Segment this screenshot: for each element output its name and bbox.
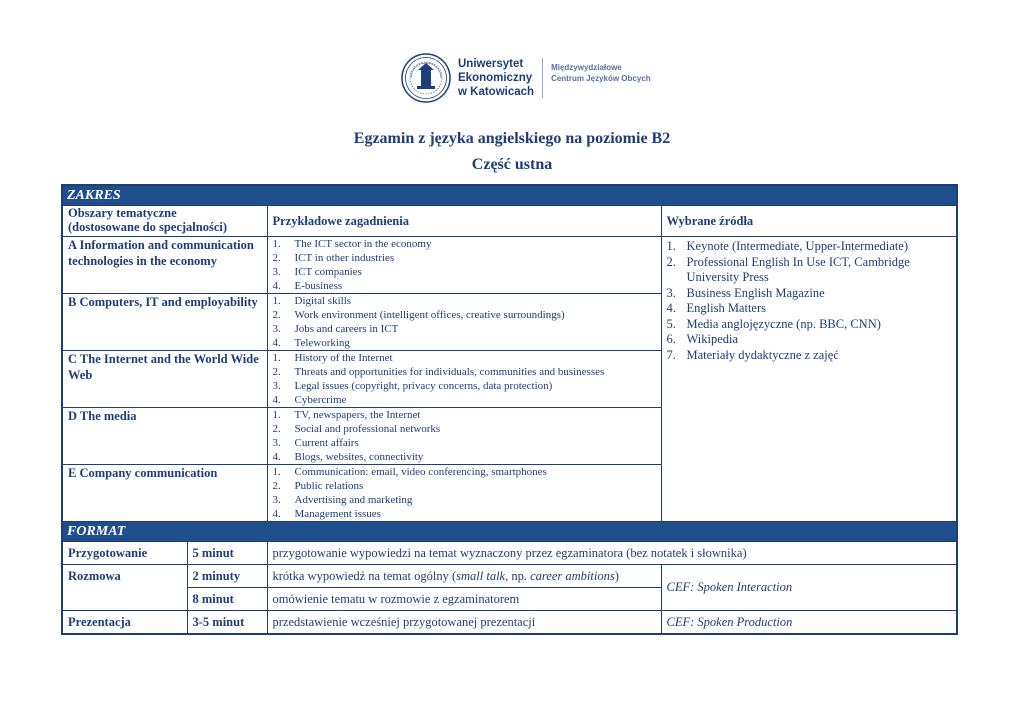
issue-text: Blogs, websites, connectivity (294, 451, 424, 463)
issue-number: 4. (272, 451, 281, 463)
issue-text: ICT companies (294, 266, 362, 278)
issue-item (273, 308, 656, 322)
issue-item (273, 237, 656, 251)
source-item (667, 301, 952, 317)
issue-text: Current affairs (294, 437, 359, 449)
issue-text: Social and professional networks (294, 423, 441, 435)
issue-text: TV, newspapers, the Internet (294, 409, 421, 421)
issue-text: Public relations (294, 480, 364, 492)
col-topic-areas-header (62, 206, 267, 237)
issue-number: 3. (272, 266, 281, 278)
issue-number: 1. (272, 409, 281, 421)
source-item (667, 286, 952, 302)
issue-text: Threats and opportunities for individuals, communities and businesses (294, 366, 605, 378)
format-stage-label: Przygotowanie (62, 542, 187, 565)
issue-text: Jobs and careers in ICT (294, 323, 399, 335)
issue-item (273, 365, 656, 379)
issues-list (273, 408, 656, 464)
format-stage-label: Rozmowa (62, 565, 187, 611)
format-stage-description: przedstawienie wcześniej przygotowanej prezentacji (267, 611, 661, 635)
issues-list (273, 465, 656, 521)
issue-item (273, 450, 656, 464)
description-italic-text: small talk (456, 568, 506, 583)
issue-text: Communication: email, video conferencing, smartphones (294, 466, 547, 478)
centre-name-line: Centrum Języków Obcych (551, 74, 651, 83)
col-issues-header: Przykładowe zagadnienia (267, 206, 661, 237)
source-number: 6. (666, 332, 676, 346)
issue-text: Work environment (intelligent offices, creative surroundings) (294, 309, 565, 321)
source-item (667, 255, 952, 286)
topic-label: D The media (62, 408, 267, 465)
format-stage-time: 3-5 minut (187, 611, 267, 635)
issue-item (273, 408, 656, 422)
exam-title: Egzamin z języka angielskiego na poziomie B2 (353, 130, 671, 147)
issue-item (273, 493, 656, 507)
issue-number: 2. (272, 366, 281, 378)
source-item (667, 348, 952, 364)
issue-number: 3. (272, 323, 281, 335)
cef-reference: CEF: Spoken Interaction (661, 565, 957, 611)
source-text: Materiały dydaktyczne z zajęć (686, 347, 839, 362)
issue-text: Management issues (294, 508, 381, 520)
format-row-prezentacja (62, 611, 957, 635)
description-text: ) (614, 568, 619, 583)
issue-number: 1. (272, 295, 281, 307)
logo-divider (542, 58, 543, 98)
issue-text: Digital skills (294, 295, 352, 307)
issue-number: 3. (272, 380, 281, 392)
university-name-line: w Katowicach (458, 86, 535, 98)
issue-text: Legal issues (copyright, privacy concerns, data protection) (294, 380, 553, 392)
university-name (458, 57, 534, 99)
sources-list (667, 237, 952, 363)
format-stage-time: 2 minuty (187, 565, 267, 588)
issue-text: Cybercrime (294, 394, 347, 406)
description-italic-text: career ambitions (530, 568, 615, 583)
source-number: 5. (666, 316, 676, 331)
issue-number: 2. (272, 252, 281, 264)
centre-name-line: Międzywydziałowe (551, 63, 622, 72)
issue-text: History of the Internet (294, 352, 393, 364)
issue-number: 4. (272, 337, 281, 349)
format-stage-label: Prezentacja (62, 611, 187, 635)
col-topic-areas-line: Obszary tematyczne (68, 206, 177, 220)
issue-text: The ICT sector in the economy (294, 238, 432, 250)
issue-number: 4. (272, 508, 281, 520)
source-number: 7. (666, 347, 676, 362)
zakres-column-headers (62, 206, 957, 237)
cef-reference: CEF: Spoken Production (661, 611, 957, 635)
issue-text: ICT in other industries (294, 252, 395, 264)
source-text: Professional English In Use ICT, Cambridge University Press (686, 254, 910, 284)
university-logo (401, 52, 651, 104)
format-row-przygotowanie (62, 542, 957, 565)
issue-number: 1. (272, 466, 281, 478)
issue-number: 4. (272, 394, 281, 406)
issues-list (273, 294, 656, 350)
format-stage-time: 8 minut (187, 588, 267, 611)
topic-issues (267, 351, 661, 408)
description-text: , np. (505, 568, 531, 583)
source-item (667, 332, 952, 348)
issue-text: Teleworking (294, 337, 350, 349)
topic-label: C The Internet and the World Wide Web (62, 351, 267, 408)
issue-item (273, 379, 656, 393)
col-topic-areas-line: (dostosowane do specjalności) (68, 220, 228, 234)
university-seal-icon (401, 53, 451, 103)
sources-cell (661, 237, 957, 522)
issue-item (273, 436, 656, 450)
source-item (667, 317, 952, 333)
issue-item (273, 294, 656, 308)
source-number: 1. (666, 239, 676, 253)
topic-label: B Computers, IT and employability (62, 294, 267, 351)
topic-label: A Information and communication technologies in the economy (62, 237, 267, 294)
issue-text: Advertising and marketing (294, 494, 413, 506)
issue-number: 3. (272, 494, 281, 506)
source-item (667, 239, 952, 255)
source-text: Business English Magazine (686, 285, 825, 300)
issue-text: E-business (294, 280, 343, 292)
source-number: 2. (666, 254, 676, 269)
issue-item (273, 251, 656, 265)
topic-row (62, 237, 957, 294)
issue-item (273, 393, 656, 407)
format-row-rozmowa (62, 565, 957, 588)
issue-number: 2. (272, 309, 281, 321)
issue-item (273, 479, 656, 493)
issue-item (273, 507, 656, 521)
source-text: Media anglojęzyczne (np. BBC, CNN) (686, 316, 881, 331)
format-stage-time: 5 minut (187, 542, 267, 565)
col-sources-header: Wybrane źródła (661, 206, 957, 237)
source-text: Wikipedia (686, 332, 739, 346)
source-number: 3. (666, 285, 676, 300)
exam-table (61, 184, 958, 635)
topic-issues (267, 408, 661, 465)
issue-item (273, 422, 656, 436)
topic-issues (267, 237, 661, 294)
issue-item (273, 465, 656, 479)
zakres-heading-row (62, 185, 957, 206)
issue-item (273, 351, 656, 365)
issues-list (273, 351, 656, 407)
zakres-heading: ZAKRES (62, 185, 957, 206)
issue-number: 2. (272, 480, 281, 492)
format-heading-row (62, 522, 957, 542)
format-stage-description (267, 565, 661, 588)
issue-number: 1. (272, 238, 281, 250)
issue-item (273, 279, 656, 293)
issue-item (273, 322, 656, 336)
issue-number: 1. (272, 352, 281, 364)
source-text: Keynote (Intermediate, Upper-Intermediate) (686, 239, 909, 253)
description-text: krótka wypowiedź na temat ogólny ( (272, 568, 457, 583)
format-stage-description: przygotowanie wypowiedzi na temat wyznaczony przez egzaminatora (bez notatek i słownika) (267, 542, 957, 565)
university-name-line: Ekonomiczny (458, 72, 533, 84)
issue-number: 2. (272, 423, 281, 435)
centre-name (551, 62, 651, 84)
issue-number: 3. (272, 437, 281, 449)
topic-issues (267, 465, 661, 522)
topic-label: E Company communication (62, 465, 267, 522)
topic-issues (267, 294, 661, 351)
university-name-line: Uniwersytet (458, 58, 524, 70)
format-heading: FORMAT (62, 522, 957, 542)
issue-item (273, 265, 656, 279)
issues-list (273, 237, 656, 293)
exam-subtitle: Część ustna (471, 156, 553, 173)
source-number: 4. (666, 301, 676, 315)
issue-number: 4. (272, 280, 281, 292)
source-text: English Matters (686, 301, 767, 315)
format-stage-description: omówienie tematu w rozmowie z egzaminatorem (267, 588, 661, 611)
issue-item (273, 336, 656, 350)
